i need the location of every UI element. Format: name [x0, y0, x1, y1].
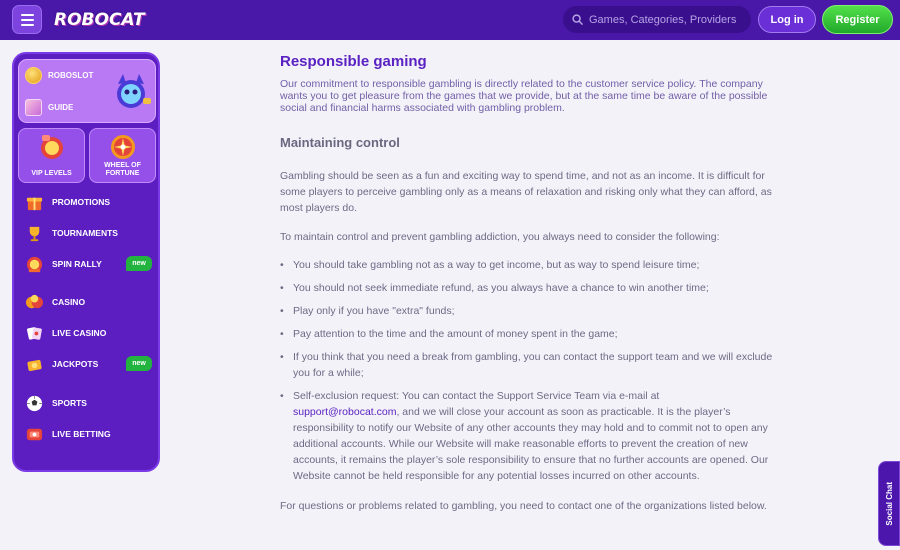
list-item: • Self-exclusion request: You can contact the Support Service Team via e-mail at support@robocat.com, and we will close your account as soon as practicable. It is the player’s responsibility to notify our Website of any other accounts they may hold and to commit not to open any additional accounts. While our Website will make reasonable efforts to prevent the creation of new accounts, it remains the player’s sole responsibility to ensure that no further accounts are opened. Our Website cannot be held responsible for any potential losses incurred on other accounts. [280, 388, 780, 484]
paragraph-3: For questions or problems related to gambling, you need to contact one of the organizations listed below. [280, 500, 767, 512]
sidebar-item-roboslot[interactable]: ROBOSLOT [25, 64, 93, 86]
sidebar-item-tournaments[interactable]: TOURNAMENTS [24, 222, 152, 244]
social-chat-tab[interactable] [878, 461, 900, 546]
sidebar-card-vip-levels[interactable]: VIP LEVELS [18, 128, 85, 183]
vip-icon [37, 133, 67, 161]
list-item: • Play only if you have "extra" funds; [280, 303, 780, 319]
sidebar-card-wheel-of-fortune[interactable]: WHEEL OF FORTUNE [89, 128, 156, 183]
menu-button[interactable] [12, 5, 42, 34]
sidebar-item-casino[interactable]: CASINO [24, 291, 152, 313]
intro-paragraph: Our commitment to responsible gambling is directly related to the customer service policy. The company wants you to get pleasure from the games that we provide, but at the same time be aware of the possible social and financial harms associated with gambling problem. [280, 78, 768, 114]
list-item: • You should take gambling not as a way to get income, but as way to spend leisure time; [280, 257, 780, 273]
search-box[interactable] [563, 6, 751, 33]
sidebar-item-jackpots[interactable]: JACKPOTS new [24, 353, 152, 375]
logo-text: ROBOCAT [54, 10, 145, 30]
paragraph-1: Gambling should be seen as a fun and exciting way to spend time, and not as an income. It is difficult for some players to perceive gambling only as a means of relaxation and risking only what they can afford, as most players do. [280, 170, 772, 214]
sidebar-item-guide[interactable]: GUIDE [25, 96, 73, 118]
casino-icon [24, 292, 44, 312]
list-item: • Pay attention to the time and the amount of money spent in the game; [280, 326, 780, 342]
guidelines-list [280, 257, 780, 484]
login-button[interactable]: Log in [758, 6, 816, 33]
search-input[interactable] [589, 14, 739, 26]
book-icon [25, 99, 42, 116]
register-button[interactable]: Register [822, 5, 893, 34]
search-icon [572, 14, 583, 25]
top-header [0, 0, 900, 40]
paragraph-2: To maintain control and prevent gambling addiction, you always need to consider the following: [280, 231, 720, 243]
site-logo[interactable] [54, 7, 145, 33]
cards-icon [24, 323, 44, 343]
list-item: • You should not seek immediate refund, as you always have a chance to win another time; [280, 280, 780, 296]
live-icon [24, 424, 44, 444]
list-item: • If you think that you need a break from gambling, you can contact the support team and we will exclude you for a while; [280, 349, 780, 381]
sidebar-item-spin-rally[interactable]: SPIN RALLY new [24, 253, 152, 275]
sidebar-item-sports[interactable]: SPORTS [24, 392, 152, 414]
featured-card [18, 59, 156, 123]
section-heading: Maintaining control [280, 135, 400, 150]
coin-icon [25, 67, 42, 84]
hamburger-icon [21, 14, 34, 16]
sidebar-item-live-casino[interactable]: LIVE CASINO [24, 322, 152, 344]
new-badge: new [126, 256, 152, 271]
gift-icon [24, 192, 44, 212]
social-chat-label: Social Chat [884, 481, 894, 526]
sidebar-item-promotions[interactable]: PROMOTIONS [24, 191, 152, 213]
robot-mascot-icon [109, 70, 153, 114]
page-title: Responsible gaming [280, 53, 427, 70]
sidebar-item-live-betting[interactable]: LIVE BETTING [24, 423, 152, 445]
spin-icon [24, 254, 44, 274]
sidebar-nav [12, 52, 160, 472]
support-email-link[interactable]: support@robocat.com [293, 406, 397, 418]
ball-icon [24, 393, 44, 413]
new-badge: new [126, 356, 152, 371]
trophy-icon [24, 223, 44, 243]
jackpot-icon [24, 354, 44, 374]
wheel-icon [109, 133, 137, 161]
